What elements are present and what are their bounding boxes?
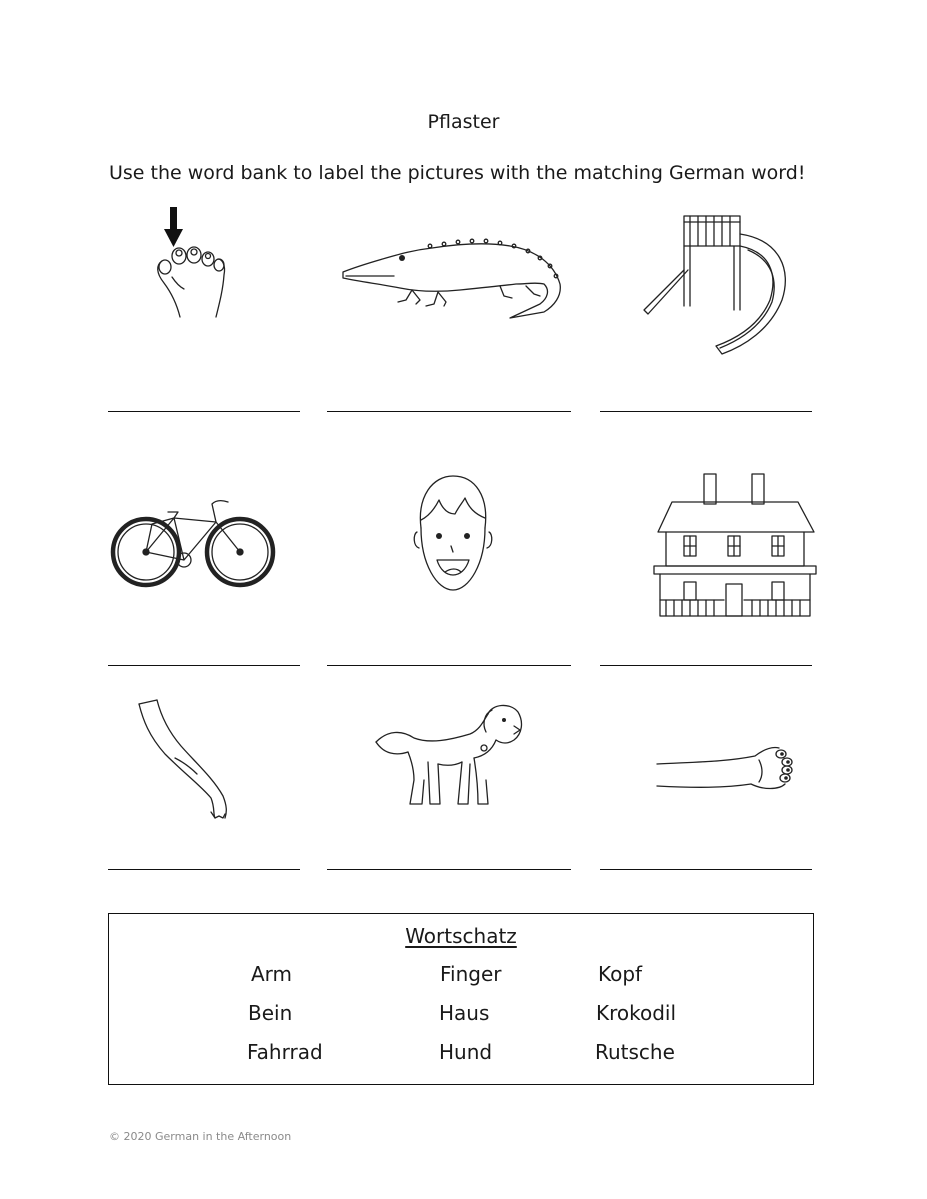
- head-icon: [411, 472, 493, 595]
- word-bank-word: Arm: [251, 962, 293, 986]
- word-bank-word: Kopf: [598, 962, 643, 986]
- word-bank-word: Finger: [440, 962, 502, 986]
- copyright-footer: © 2020 German in the Afternoon: [109, 1130, 292, 1143]
- answer-line-8[interactable]: [327, 869, 571, 870]
- answer-line-6[interactable]: [600, 665, 812, 666]
- answer-line-4[interactable]: [108, 665, 300, 666]
- word-bank-word: Krokodil: [596, 1001, 677, 1025]
- leg-icon: [135, 698, 235, 820]
- instructions: Use the word bank to label the pictures with the matching German word!: [109, 162, 806, 184]
- bicycle-icon: [112, 490, 274, 590]
- word-bank-word: Fahrrad: [247, 1040, 323, 1064]
- answer-line-9[interactable]: [600, 869, 812, 870]
- answer-line-7[interactable]: [108, 869, 300, 870]
- house-icon: [654, 470, 816, 618]
- word-bank-word: Hund: [439, 1040, 493, 1064]
- word-bank-word: Rutsche: [595, 1040, 675, 1064]
- slide-icon: [640, 210, 800, 360]
- word-bank-word: Bein: [248, 1001, 293, 1025]
- page-title: Pflaster: [427, 111, 500, 133]
- answer-line-1[interactable]: [108, 411, 300, 412]
- word-bank: [108, 913, 814, 1085]
- answer-line-3[interactable]: [600, 411, 812, 412]
- dog-icon: [374, 700, 524, 810]
- word-bank-title: Wortschatz: [405, 924, 517, 948]
- answer-line-5[interactable]: [327, 665, 571, 666]
- arm-icon: [655, 738, 795, 794]
- crocodile-icon: [340, 232, 565, 320]
- toe-icon: [150, 205, 230, 323]
- answer-line-2[interactable]: [327, 411, 571, 412]
- word-bank-word: Haus: [439, 1001, 490, 1025]
